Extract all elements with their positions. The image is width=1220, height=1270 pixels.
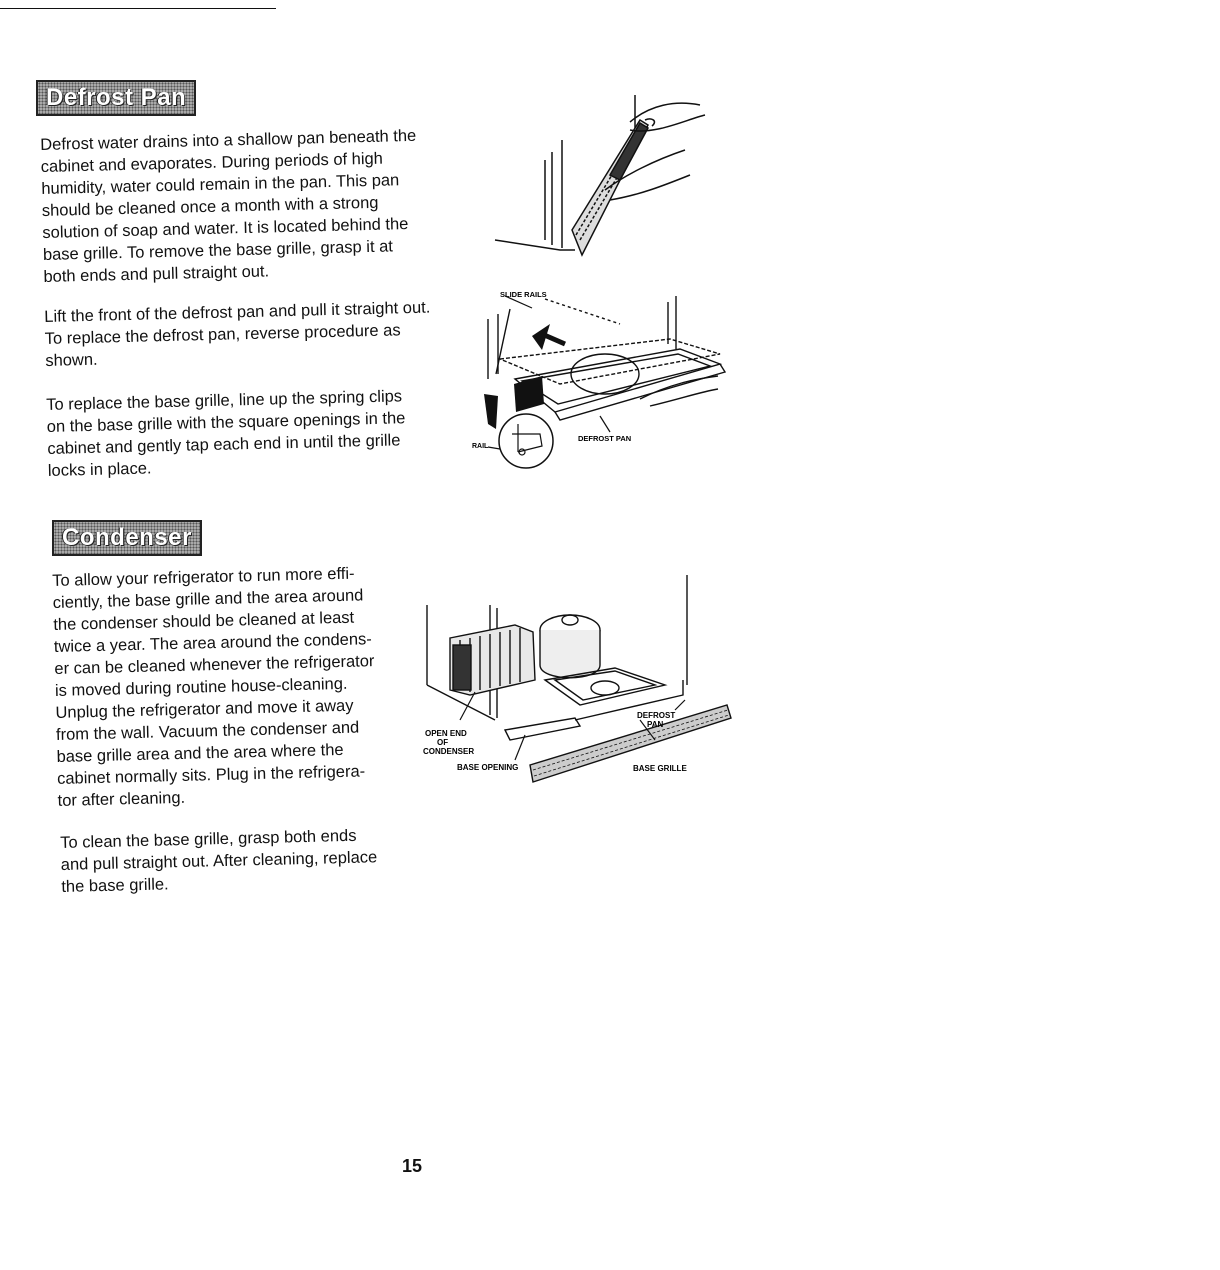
defrost-paragraph-1: Defrost water drains into a shallow pan beneath the cabinet and evaporates. During periods of high humidity, water could remain in the pan. This pan should be cleaned once a month with a strong solution of soap and water. It is located behind the base grille. To remove the base grille, grasp it at both ends and pull straight out. [40,126,417,286]
page-number: 15 [402,1156,423,1176]
condenser-defrost-label-2: PAN [647,720,664,729]
condenser-heading: Condenser [52,520,202,556]
defrost-pan-heading: Defrost Pan [36,80,196,116]
condenser-illustration [415,570,735,790]
defrost-pan-label: DEFROST PAN [578,434,632,443]
slide-rails-label: SLIDE RAILS [500,290,547,299]
open-end-label-2: OF [437,738,449,747]
condenser-paragraph-1: To allow your refrigerator to run more effi- ciently, the base grille and the area around the condenser should be cleaned at least twice a year. The area around the condens- er can be cleaned whenever the refrigerator is moved during routine house-cleaning. Unplug the refrigerator and move it away from the wall. Vacuum the condenser and base grille area and the area where the cabinet normally sits. Plug in the refrigera- tor after cleaning. [52,564,375,810]
top-rule [0,8,276,9]
defrost-pan-illustration [470,284,730,484]
open-end-label-1: OPEN END [425,729,467,738]
rail-label: RAIL [472,443,489,450]
defrost-paragraph-3: To replace the base grille, line up the spring clips on the base grille with the square openings in the cabinet and gently tap each end in until the grille locks in place. [46,387,406,480]
remove-base-grille-illustration [490,90,720,265]
base-opening-label: BASE OPENING [457,763,519,772]
open-end-label-3: CONDENSER [423,747,475,756]
defrost-paragraph-2: Lift the front of the defrost pan and pull it straight out. To replace the defrost pan, reverse procedure as shown. [44,298,431,370]
condenser-paragraph-2: To clean the base grille, grasp both ends and pull straight out. After cleaning, replace the base grille. [60,826,378,896]
condenser-defrost-label-1: DEFROST [637,711,676,720]
base-grille-label: BASE GRILLE [633,764,687,773]
